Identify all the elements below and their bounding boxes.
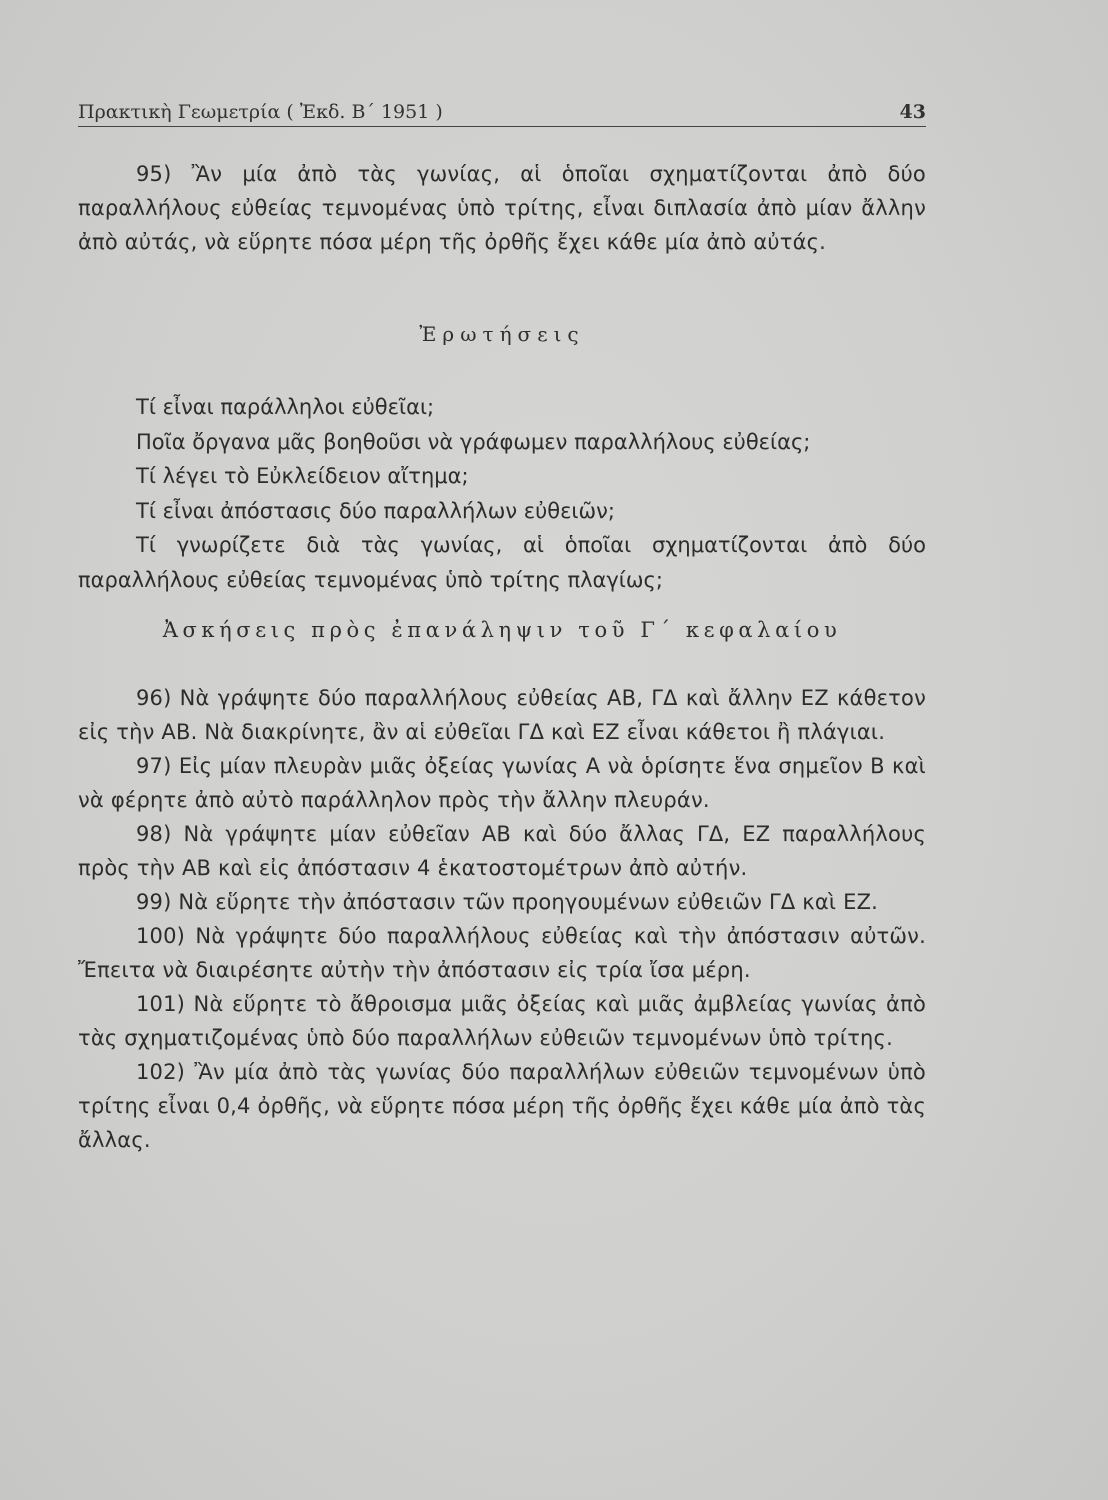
- exercise-item: 98) Νὰ γράψητε μίαν εὐθεῖαν ΑΒ καὶ δύο ἄλλας ΓΔ, ΕΖ παραλλήλους πρὸς τὴν ΑΒ καὶ εἰς ἀπόστασιν 4 ἑκατοστομέτρων ἀπὸ αὐτήν.: [78, 822, 926, 880]
- question-item: Τί εἶναι παράλληλοι εὐθεῖαι;: [136, 395, 435, 419]
- exercise-item: 101) Νὰ εὕρητε τὸ ἄθροισμα μιᾶς ὀξείας καὶ μιᾶς ἀμβλείας γωνίας ἀπὸ τὰς σχηματιζομένας ὑπὸ δύο παραλλήλων εὐθειῶν τεμνομένων ὑπὸ τρίτης.: [78, 992, 926, 1050]
- exercise-item: 97) Εἰς μίαν πλευρὰν μιᾶς ὀξείας γωνίας Α νὰ ὁρίσητε ἕνα σημεῖον Β καὶ νὰ φέρητε ἀπὸ αὐτὸ παράλληλον πρὸς τὴν ἄλλην πλευράν.: [78, 754, 926, 812]
- header-rule: [78, 126, 926, 127]
- questions-list: [78, 390, 926, 597]
- question-item: Ποῖα ὄργανα μᾶς βοηθοῦσι νὰ γράφωμεν παραλλήλους εὐθείας;: [136, 429, 811, 454]
- question-item: Τί λέγει τὸ Εὐκλείδειον αἴτημα;: [136, 464, 469, 488]
- exercise-item: 102) Ἂν μία ἀπὸ τὰς γωνίας δύο παραλλήλων εὐθειῶν τεμνομένων ὑπὸ τρίτης εἶναι 0,4 ὀρθῆς, νὰ εὕρητε πόσα μέρη τῆς ὀρθῆς ἔχει κάθε μία ἀπὸ τὰς ἄλλας.: [78, 1060, 926, 1152]
- question-item: Τί εἶναι ἀπόστασις δύο παραλλήλων εὐθειῶν;: [136, 498, 615, 523]
- questions-heading: Ἐρωτήσεις: [419, 322, 585, 346]
- exercise-item: 99) Νὰ εὕρητε τὴν ἀπόστασιν τῶν προηγουμένων εὐθειῶν ΓΔ καὶ ΕΖ.: [136, 890, 879, 914]
- exercise-95: 95) Ἂν μία ἀπὸ τὰς γωνίας, αἱ ὁποῖαι σχηματίζονται ἀπὸ δύο παραλλήλους εὐθείας τεμνομένας ὑπὸ τρίτης, εἶναι διπλασία ἀπὸ μίαν ἄλλην ἀπὸ αὐτάς, νὰ εὕρητε πόσα μέρη τῆς ὀρθῆς ἔχει κάθε μία ἀπὸ αὐτάς.: [78, 162, 926, 254]
- question-item: Τί γνωρίζετε διὰ τὰς γωνίας, αἱ ὁποῖαι σχηματίζονται ἀπὸ δύο παραλλήλους εὐθείας τεμνομένας ὑπὸ τρίτης πλαγίως;: [78, 533, 926, 592]
- page-header: [78, 101, 926, 125]
- review-exercises: [78, 681, 926, 1157]
- review-heading: Ἀσκήσεις πρὸς ἐπανάληψιν τοῦ Γ΄ κεφαλαίου: [162, 618, 842, 642]
- exercise-95-block: [78, 157, 926, 259]
- page-number: 43: [899, 101, 926, 123]
- exercise-item: 100) Νὰ γράψητε δύο παραλλήλους εὐθείας καὶ τὴν ἀπόστασιν αὐτῶν. Ἔπειτα νὰ διαιρέσητε αὐτὴν τὴν ἀπόστασιν εἰς τρία ἴσα μέρη.: [78, 924, 926, 982]
- exercise-item: 96) Νὰ γράψητε δύο παραλλήλους εὐθείας ΑΒ, ΓΔ καὶ ἄλλην ΕΖ κάθετον εἰς τὴν ΑΒ. Νὰ διακρίνητε, ἂν αἱ εὐθεῖαι ΓΔ καὶ ΕΖ εἶναι κάθετοι ἢ πλάγιαι.: [78, 686, 926, 744]
- running-title: Πρακτικὴ Γεωμετρία ( Ἐκδ. Β΄ 1951 ): [78, 101, 443, 123]
